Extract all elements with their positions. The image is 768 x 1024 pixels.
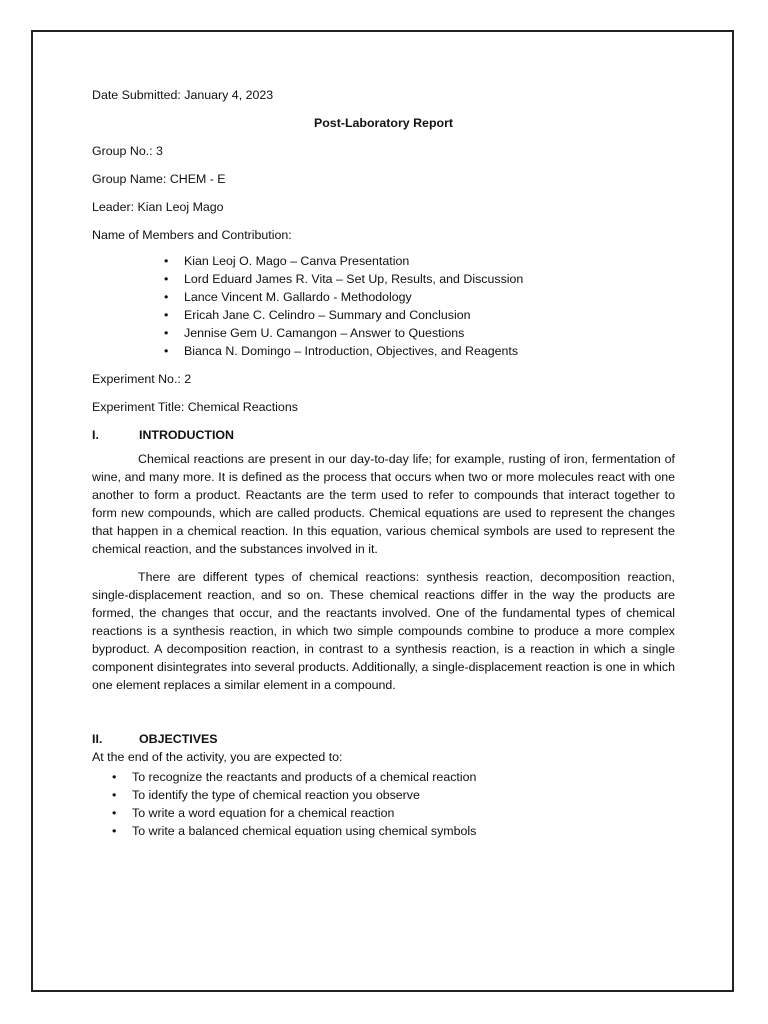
objective-item: • To identify the type of chemical reaction you observe [112, 786, 675, 804]
objective-item: • To write a word equation for a chemical reaction [112, 804, 675, 822]
member-item: • Kian Leoj O. Mago – Canva Presentation [164, 252, 675, 270]
intro-paragraph: Chemical reactions are present in our day-to-day life; for example, rusting of iron, fermentation of wine, and many more. It is defined as the process that occurs when two or more molecules react with one another to form a product. Reactants are the term used to refer to compounds that interact together to form new compounds, which are called products. Chemical equations are used to represent the changes that happen in a chemical reaction. In this equation, various chemical symbols are used to represent the chemical reaction, and the substances involved in it. [92, 452, 675, 556]
section-number: I. [92, 428, 99, 442]
member-item: • Bianca N. Domingo – Introduction, Objectives, and Reagents [164, 342, 675, 360]
member-item: • Lance Vincent M. Gallardo - Methodology [164, 288, 675, 306]
group-name: Group Name: CHEM - E [92, 172, 226, 186]
introduction-heading [92, 426, 675, 444]
members-heading: Name of Members and Contribution: [92, 228, 292, 242]
intro-paragraph: There are different types of chemical reactions: synthesis reaction, decomposition reaction, single-displacement reaction, and so on. These chemical reactions differ in the way the products are formed, the changes that occur, and the reactants involved. One of the fundamental types of chemical reactions is a synthesis reaction, in which two simple compounds combine to produce a more complex byproduct. A decomposition reaction, in contrast to a synthesis reaction, is a reaction in which a single component disintegrates into several products. Additionally, a single-displacement reaction is one in which one element replaces a similar element in a compound. [92, 570, 675, 692]
member-item: • Jennise Gem U. Camangon – Answer to Questions [164, 324, 675, 342]
report-title: Post-Laboratory Report [313, 116, 454, 130]
objective-item: • To write a balanced chemical equation using chemical symbols [112, 822, 675, 840]
member-item: • Lord Eduard James R. Vita – Set Up, Results, and Discussion [164, 270, 675, 288]
objectives-list [92, 768, 675, 840]
section-title: OBJECTIVES [139, 732, 218, 746]
section-number: II. [92, 732, 103, 746]
experiment-number: Experiment No.: 2 [92, 372, 192, 386]
group-number: Group No.: 3 [92, 144, 163, 158]
date-submitted: Date Submitted: January 4, 2023 [92, 88, 274, 102]
member-item: • Ericah Jane C. Celindro – Summary and Conclusion [164, 306, 675, 324]
section-title: INTRODUCTION [139, 428, 234, 442]
objectives-heading [92, 730, 675, 748]
objectives-intro: At the end of the activity, you are expected to: [92, 750, 343, 764]
experiment-title: Experiment Title: Chemical Reactions [92, 400, 298, 414]
members-list [92, 252, 675, 360]
document-body [92, 86, 675, 840]
objective-item: • To recognize the reactants and products of a chemical reaction [112, 768, 675, 786]
leader: Leader: Kian Leoj Mago [92, 200, 224, 214]
